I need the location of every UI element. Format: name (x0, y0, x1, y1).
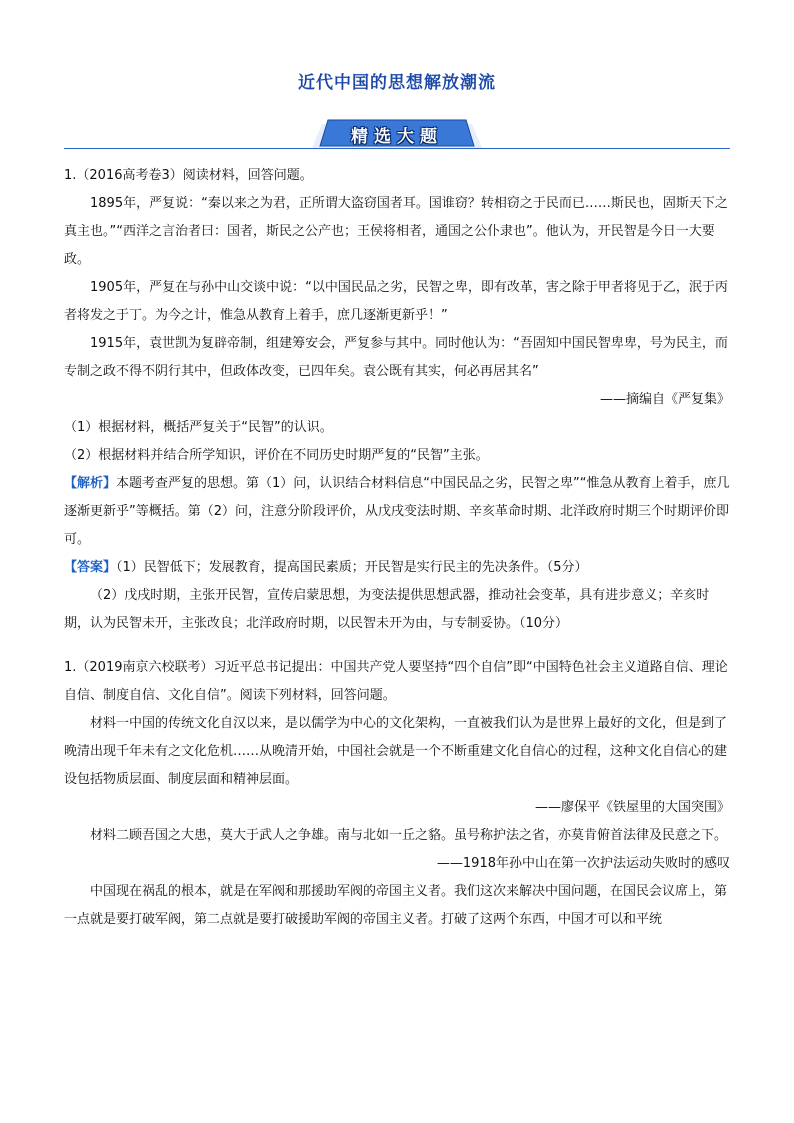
material-one-source: ——廖保平《铁屋里的大国突围》 (534, 800, 730, 815)
analysis-block (64, 470, 730, 554)
material-source: ——摘编自《严复集》 (599, 392, 730, 407)
page-title: 近代中国的思想解放潮流 (298, 73, 496, 93)
analysis-tag: 【解析】 (64, 476, 117, 491)
material-three: 中国现在祸乱的根本，就是在军阀和那援助军阀的帝国主义者。我们这次来解决中国问题，在国民会议席上，第一点就是要打破军阀，第二点就是要打破援助军阀的帝国主义者。打破了这两个东西，中国才可以和平统 (64, 884, 728, 927)
question-2-stem: 1.（2019南京六校联考）习近平总书记提出：中国共产党人要坚持“四个自信”即“中国特色社会主义道路自信、理论自信、制度自信、文化自信”。阅读下列材料，回答问题。 (64, 660, 728, 703)
analysis-text: 本题考查严复的思想。第（1）问，认识结合材料信息“中国民品之劣，民智之卑”“惟急从教育上着手，庶几逐渐更新乎”等概括。第（2）问，注意分阶段评价，从戊戌变法时期、辛亥革命时期、北洋政府时期三个时期评价即可。 (64, 476, 730, 547)
banner-title: 精选大题 (351, 127, 443, 147)
answer-text-1: （1）民智低下；发展教育，提高国民素质；开民智是实行民主的先决条件。（5分） (116, 560, 588, 575)
material-paragraph: 1895年，严复说：“秦以来之为君，正所谓大盗窃国者耳。国谁窃？转相窃之于民而已……斯民也，固斯天下之真主也。”“西洋之言治者曰：国者，斯民之公产也；王侯将相者，通国之公仆隶也”。他认为，开民智是今日一大要政。 (64, 196, 728, 267)
material-one: 材料一中国的传统文化自汉以来，是以儒学为中心的文化架构，一直被我们认为是世界上最好的文化，但是到了晚清出现千年未有之文化危机……从晚清开始，中国社会就是一个不断重建文化自信心的过程，这种文化自信心的建设包括物质层面、制度层面和精神层面。 (64, 716, 728, 787)
question-content (64, 162, 730, 934)
answer-text-2: （2）戊戌时期，主张开民智，宣传启蒙思想，为变法提供思想武器，推动社会变革，具有进步意义；辛亥时期，认为民智未开，主张改良；北洋政府时期，以民智未开为由，与专制妥协。（10分） (64, 588, 710, 631)
answer-block (64, 554, 730, 582)
sub-question-1: （1）根据材料，概括严复关于“民智”的认识。 (64, 420, 333, 435)
material-two-source: ——1918年孙中山在第一次护法运动失败时的感叹 (436, 856, 730, 871)
sub-question-2: （2）根据材料并结合所学知识，评价在不同历史时期严复的“民智”主张。 (64, 448, 489, 463)
question-1-stem: 1.（2016高考卷3）阅读材料，回答问题。 (64, 168, 313, 183)
spacer (64, 638, 730, 654)
material-two: 材料二顾吾国之大患，莫大于武人之争雄。南与北如一丘之貉。虽号称护法之省，亦莫肯俯首法律及民意之下。 (90, 828, 728, 843)
answer-tag: 【答案】 (64, 560, 117, 575)
banner-divider (64, 148, 730, 149)
material-paragraph: 1915年，袁世凯为复辟帝制，组建筹安会，严复参与其中。同时他认为：“吾固知中国民智卑卑，号为民主，而专制之政不得不阴行其中，但政体改变，已四年矣。袁公既有其实，何必再居其名” (64, 336, 728, 379)
section-banner (312, 118, 482, 148)
material-paragraph: 1905年，严复在与孙中山交谈中说：“以中国民品之劣，民智之卑，即有改革，害之除于甲者将见于乙，泯于丙者将发之于丁。为今之计，惟急从教育上着手，庶几逐渐更新乎！” (64, 280, 728, 323)
